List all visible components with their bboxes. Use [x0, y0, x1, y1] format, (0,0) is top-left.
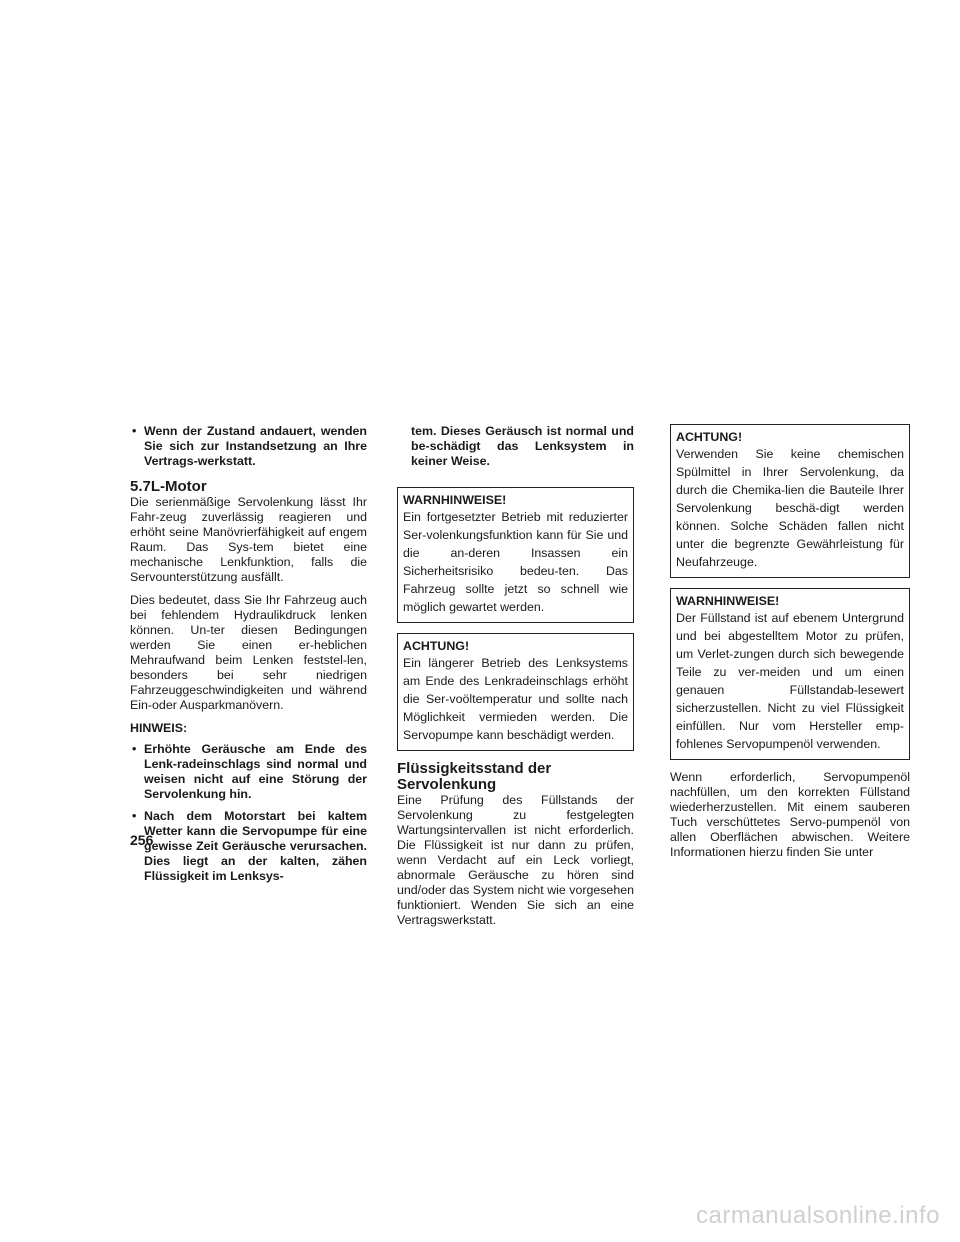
watermark: carmanualsonline.info — [696, 1202, 940, 1229]
paragraph: Dies bedeutet, dass Sie Ihr Fahrzeug auch bei fehlendem Hydraulikdruck lenken können. Un-ter diesen Bedingungen werden Sie einen er-heblichen Mehraufwand beim Lenken feststel-len, besonders bei sehr niedrigen Fahrzeuggeschwindigkeiten und während Ein-oder Ausparkmanövern. — [130, 593, 367, 712]
caution-box — [397, 633, 634, 751]
warning-text: Ein fortgesetzter Betrieb mit reduzierter Ser-volenkungsfunktion kann für Sie und die an-deren Insassen ein Sicherheitsrisiko bedeu-ten. Das Fahrzeug sollte jetzt so schnell wie möglich gewartet werden. — [403, 510, 628, 614]
warning-title: WARNHINWEISE! — [676, 594, 780, 608]
caution-text: Ein längerer Betrieb des Lenksystems am Ende des Lenkradeinschlags erhöht die Ser-voöltemperatur und sollte nach Möglichkeit vermieden werden. Die Servopumpe kann beschädigt werden. — [403, 656, 628, 742]
paragraph: Die serienmäßige Servolenkung lässt Ihr Fahr-zeug zuverlässig reagieren und erhöht seine Manövrierfähigkeit auf engem Raum. Das Sys-tem bietet eine mechanische Lenkfunktion, falls die Servounterstützung ausfällt. — [130, 495, 367, 584]
bullet-icon: • — [132, 809, 137, 823]
caution-text: Verwenden Sie keine chemischen Spülmittel in Ihrer Servolenkung, da durch die Chemika-lien die Bauteile Ihrer Servolenkung beschä-digt werden können. Solche Schäden fallen nicht unter die begrenzte Gewährleistung für Neufahrzeuge. — [676, 447, 904, 569]
bullet-item — [130, 424, 367, 469]
note-label: HINWEIS: — [130, 721, 188, 735]
section-heading-fluid-level: Flüssigkeitsstand der Servolenkung — [397, 760, 552, 793]
column-left — [130, 424, 367, 891]
section-heading-motor: 5.7L-Motor — [130, 478, 207, 495]
bullet-text: Erhöhte Geräusche am Ende des Lenk-radeinschlags sind normal und weisen nicht auf eine Störung der Servolenkung hin. — [144, 742, 367, 801]
bullet-item — [130, 809, 367, 884]
warning-box — [670, 588, 910, 760]
bullet-icon: • — [132, 424, 137, 438]
caution-title: ACHTUNG! — [676, 430, 743, 444]
bullet-text: Nach dem Motorstart bei kaltem Wetter kann die Servopumpe für eine gewisse Zeit Geräusche verursachen. Dies liegt an der kalten, zähen Flüssigkeit im Lenksys- — [144, 809, 367, 883]
column-right — [670, 424, 910, 868]
bullet-icon: • — [132, 742, 137, 756]
warning-title: WARNHINWEISE! — [403, 493, 507, 507]
warning-text: Der Füllstand ist auf ebenem Untergrund und bei abgestelltem Motor zu prüfen, um Verlet-zungen durch sich bewegende Teile zu ver-meiden und um einen genauen Füllstandab-lesewert sicherzustellen. Nicht zu viel Flüssigkeit einfüllen. Nur vom Hersteller emp-fohlenes Servopumpenöl verwenden. — [676, 611, 904, 751]
page-number: 256 — [130, 832, 154, 848]
bullet-item — [130, 742, 367, 802]
column-middle — [397, 424, 634, 936]
caution-box — [670, 424, 910, 578]
bullet-text: Wenn der Zustand andauert, wenden Sie sich zur Instandsetzung an Ihre Vertrags-werkstatt. — [144, 424, 367, 468]
paragraph: Wenn erforderlich, Servopumpenöl nachfüllen, um den korrekten Füllstand wiederherzustellen. Mit einem sauberen Tuch verschüttetes Servo-pumpenöl von allen Oberflächen abwischen. Weitere Informationen hierzu finden Sie unter — [670, 770, 910, 859]
paragraph: Eine Prüfung des Füllstands der Servolenkung zu festgelegten Wartungsintervallen ist nicht erforderlich. Die Flüssigkeit ist nur dann zu prüfen, wenn Verdacht auf ein Leck vorliegt, abnormale Geräusche zu hören sind und/oder das System nicht wie vorgesehen funktioniert. Wenden Sie sich an eine Vertragswerkstatt. — [397, 793, 634, 927]
warning-box — [397, 487, 634, 623]
caution-title: ACHTUNG! — [403, 639, 470, 653]
bullet-continuation: tem. Dieses Geräusch ist normal und be-schädigt das Lenksystem in keiner Weise. — [411, 424, 634, 468]
